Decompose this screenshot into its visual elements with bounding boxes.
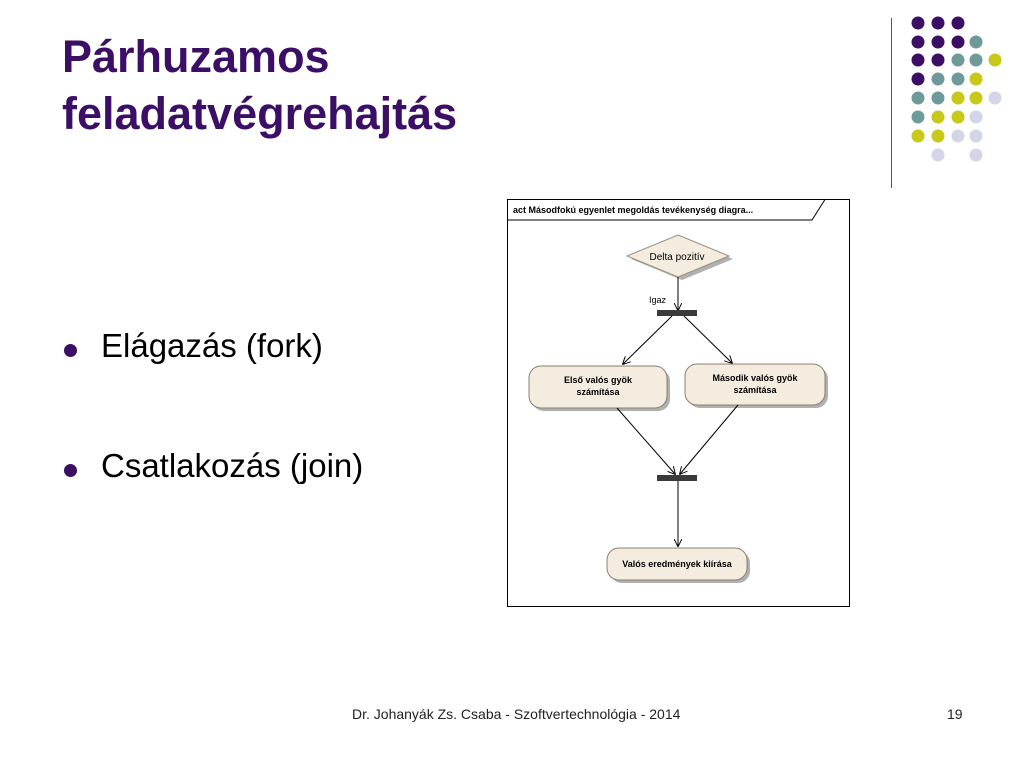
decision-label: Delta pozitív bbox=[649, 252, 705, 263]
bullet-item-join bbox=[64, 446, 363, 486]
frame-label: act Másodfokú egyenlet megoldás tevékenység diagra... bbox=[513, 205, 754, 215]
action2-label-line1: Második valós gyök bbox=[712, 373, 798, 383]
guard-label: Igaz bbox=[649, 295, 667, 305]
action1-label-line1: Első valós gyök bbox=[563, 375, 633, 385]
bullet-list bbox=[64, 326, 363, 566]
bullet-dot-icon bbox=[64, 464, 77, 477]
slide-title-line1: Párhuzamos bbox=[62, 31, 330, 82]
bullet-text: Elágazás (fork) bbox=[101, 327, 323, 364]
page-number: 19 bbox=[947, 706, 963, 722]
bullet-item-fork bbox=[64, 326, 363, 366]
dot-grid-circles bbox=[912, 17, 1002, 162]
bullet-dot-icon bbox=[64, 344, 77, 357]
slide-title-line2: feladatvégrehajtás bbox=[62, 88, 458, 139]
join-bar bbox=[657, 475, 697, 481]
action2-label-line2: számítása bbox=[733, 385, 777, 395]
bullet-text: Csatlakozás (join) bbox=[101, 447, 364, 484]
activity-diagram bbox=[507, 199, 850, 607]
footer-text: Dr. Johanyák Zs. Csaba - Szoftvertechnológia - 2014 bbox=[352, 706, 681, 722]
action1-label-line2: számítása bbox=[576, 387, 620, 397]
fork-bar bbox=[657, 310, 697, 316]
decorative-dot-grid bbox=[0, 0, 1024, 200]
final-action-label: Valós eredmények kiírása bbox=[622, 559, 732, 569]
